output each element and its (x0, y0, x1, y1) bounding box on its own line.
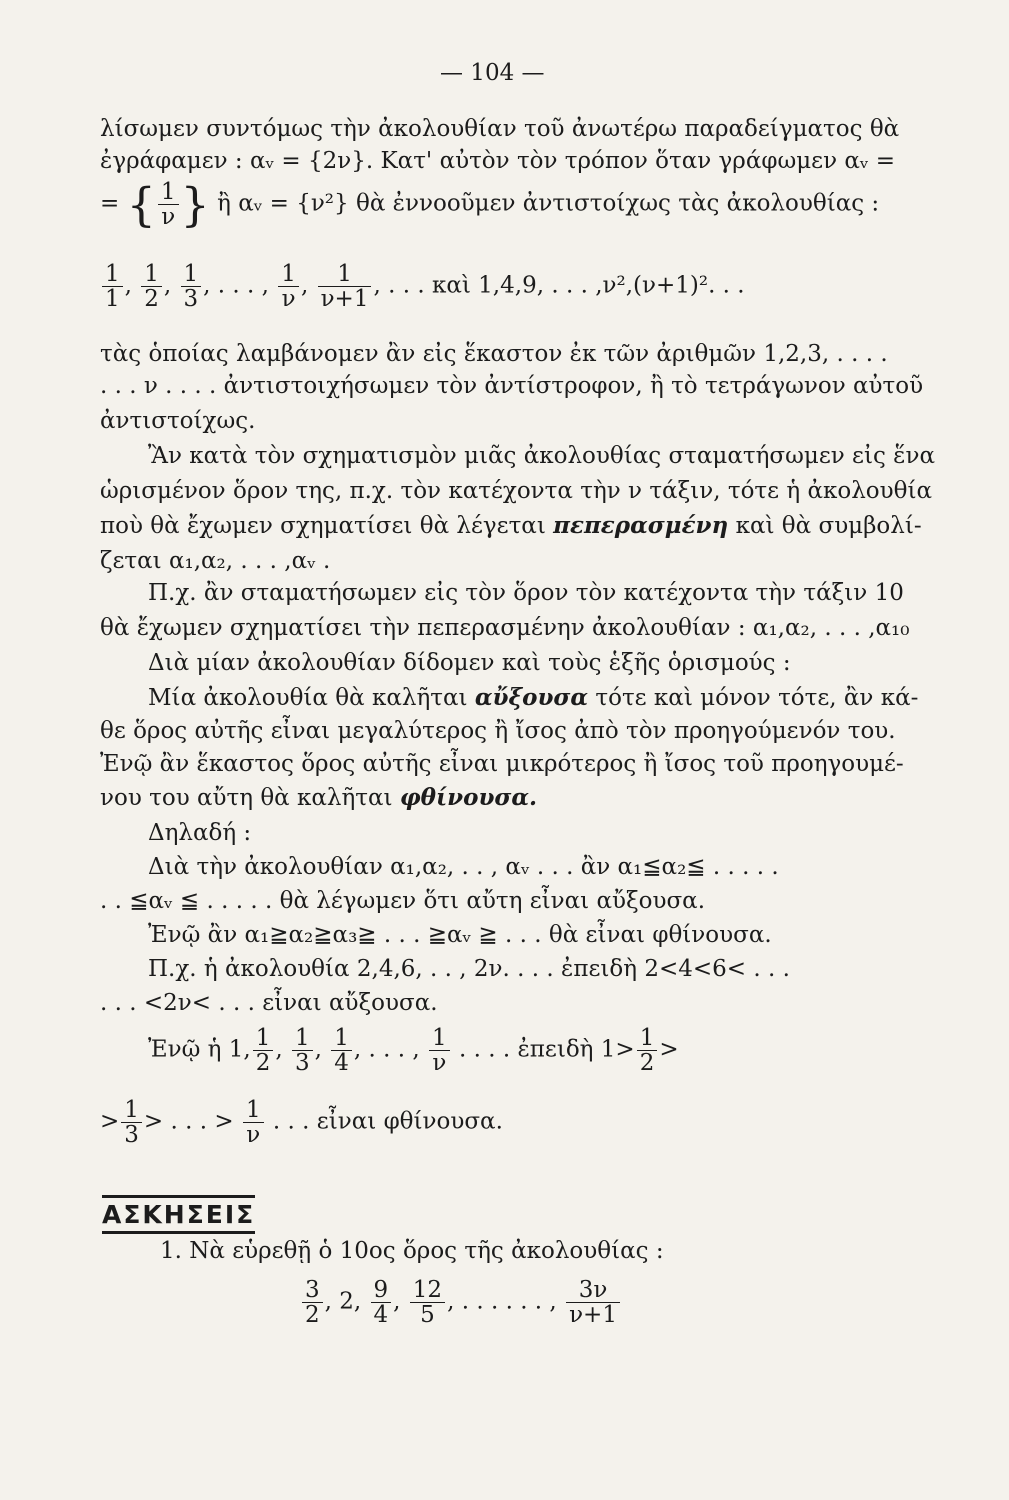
fraction: $\frac{9}{4}$ (371, 1278, 392, 1327)
text-line-formula (100, 177, 880, 232)
emphasized-term: αὔξουσα (474, 684, 589, 711)
text-line: ποὺ θὰ ἔχωμεν σχηματίσει θὰ λέγεται πεπερασμένη καὶ θὰ συμβολί- (100, 512, 922, 539)
formula-text: ἢ αᵥ = {ν²} θὰ ἐννοοῦμεν ἀντιστοίχως τὰς ἀκολουθίας : (217, 190, 880, 217)
text-line: Π.χ. ἂν σταματήσωμεν εἰς τὸν ὅρον τὸν κατέχοντα τὴν τάξιν 10 (148, 580, 904, 606)
fraction: $\frac{1}{2}$ (253, 1026, 274, 1075)
fraction: $\frac{1}{\nu}$ (158, 180, 179, 229)
right-brace: } (180, 177, 210, 232)
text-line: τὰς ὁποίας λαμβάνομεν ἂν εἰς ἕκαστον ἐκ τῶν ἀριθμῶν 1,2,3, . . . . (100, 341, 888, 367)
fraction: $\frac{1}{\nu+1}$ (318, 262, 372, 311)
text-line: . . . <2ν< . . . εἶναι αὔξουσα. (100, 990, 438, 1016)
page-number: — 104 — (440, 60, 545, 86)
fraction: $\frac{1}{4}$ (331, 1026, 352, 1075)
text-line: Διὰ τὴν ἀκολουθίαν α₁,α₂, . . , αᵥ . . . ἂν α₁≦α₂≦ . . . . . (148, 854, 779, 880)
fraction: $\frac{1}{\nu}$ (278, 262, 299, 311)
left-brace: { (126, 177, 156, 232)
text-line: Διὰ μίαν ἀκολουθίαν δίδομεν καὶ τοὺς ἑξῆς ὁρισμούς : (148, 650, 791, 676)
fraction: $\frac{1}{\nu}$ (243, 1098, 264, 1147)
fraction: $\frac{1}{2}$ (141, 262, 162, 311)
text-line: θὰ ἔχωμεν σχηματίσει τὴν πεπερασμένην ἀκολουθίαν : α₁,α₂, . . . ,α₁₀ (100, 615, 910, 641)
fraction: $\frac{1}{3}$ (292, 1026, 313, 1075)
text-line: ἀντιστοίχως. (100, 408, 256, 434)
ellipsis: , . . . , (203, 272, 269, 299)
text-line: . . . ν . . . . ἀντιστοιχήσωμεν τὸν ἀντίστροφον, ἢ τὸ τετράγωνον αὐτοῦ (100, 373, 924, 399)
text-line: νου του αὔτη θὰ καλῆται φθίνουσα. (100, 784, 538, 811)
text-line: θε ὅρος αὐτῆς εἶναι μεγαλύτερος ἢ ἴσος ἀπὸ τὸν προηγούμενόν του. (100, 718, 896, 744)
text-line-formula: Ἐνῷ ἡ 1, $\frac{1}{2}$ , $\frac{1}{3}$ , $\frac{1}{4}$ , . . . , $\frac{1}{\nu}$ . . . . ἐπειδὴ 1> $\frac{1}{2}$ > (148, 1025, 679, 1077)
fraction: $\frac{1}{3}$ (121, 1098, 142, 1147)
text-line: Ἐνῷ ἂν α₁≧α₂≧α₃≧ . . . ≧αᵥ ≧ . . . θὰ εἶναι φθίνουσα. (148, 922, 772, 948)
equals-sign: = (100, 190, 120, 217)
formula-text: , . . . καὶ 1,4,9, . . . ,ν²,(ν+1)². . . (373, 272, 745, 299)
fraction: $\frac{3}{2}$ (302, 1278, 323, 1327)
text-line: . . ≦αᵥ ≦ . . . . . θὰ λέγωμεν ὅτι αὔτη εἶναι αὔξουσα. (100, 888, 706, 914)
text-line: λίσωμεν συντόμως τὴν ἀκολουθίαν τοῦ ἀνωτέρω παραδείγματος θὰ (100, 116, 900, 142)
emphasized-term: πεπερασμένη (553, 512, 729, 539)
fraction: $\frac{3\nu}{\nu+1}$ (566, 1278, 620, 1327)
section-heading: ΑΣΚΗΣΕΙΣ (102, 1195, 255, 1229)
fraction: $\frac{12}{5}$ (410, 1278, 445, 1327)
fraction: $\frac{1}{3}$ (181, 262, 202, 311)
text-line: Ἂν κατὰ τὸν σχηματισμὸν μιᾶς ἀκολουθίας σταματήσωμεν εἰς ἕνα (148, 443, 936, 469)
text-line: Ἐνῷ ἂν ἕκαστος ὅρος αὐτῆς εἶναι μικρότερος ἢ ἴσος τοῦ προηγουμέ- (100, 751, 904, 777)
fraction: $\frac{1}{1}$ (102, 262, 123, 311)
text-line: Δηλαδή : (148, 820, 252, 846)
text-line: ὡρισμένον ὅρον της, π.χ. τὸν κατέχοντα τὴν ν τάξιν, τότε ἡ ἀκολουθία (100, 478, 933, 504)
text-line-formula: > $\frac{1}{3}$ > . . . > $\frac{1}{\nu}$ . . . εἶναι φθίνουσα. (100, 1097, 503, 1149)
fraction: $\frac{1}{2}$ (637, 1026, 658, 1075)
text-line-formula: $\frac{1}{1}$ , $\frac{1}{2}$ , $\frac{1}{3}$ , . . . , $\frac{1}{\nu}$ , $\frac{1}{\nu+1}$ , . . . καὶ 1,4,9, . . . ,ν²,(ν+1)². . . (100, 262, 745, 311)
emphasized-term: φθίνουσα. (399, 784, 538, 811)
text-line: ἐγράφαμεν : αᵥ = {2ν}. Κατ' αὐτὸν τὸν τρόπον ὅταν γράφωμεν αᵥ = (100, 148, 896, 174)
text-line: Μία ἀκολουθία θὰ καλῆται αὔξουσα τότε καὶ μόνον τότε, ἂν κά- (148, 684, 919, 711)
text-line: Π.χ. ἡ ἀκολουθία 2,4,6, . . , 2ν. . . . ἐπειδὴ 2<4<6< . . . (148, 956, 790, 982)
exercise-item: 1. Νὰ εὑρεθῇ ὁ 10ος ὅρος τῆς ἀκολουθίας : (160, 1238, 664, 1264)
fraction: $\frac{1}{\nu}$ (429, 1026, 450, 1075)
text-line: ζεται α₁,α₂, . . . ,αᵥ . (100, 548, 331, 574)
text-line-formula: $\frac{3}{2}$ , 2, $\frac{9}{4}$ , $\frac{12}{5}$ , . . . . . . , $\frac{3\nu}{\nu+1}$ (300, 1278, 622, 1327)
